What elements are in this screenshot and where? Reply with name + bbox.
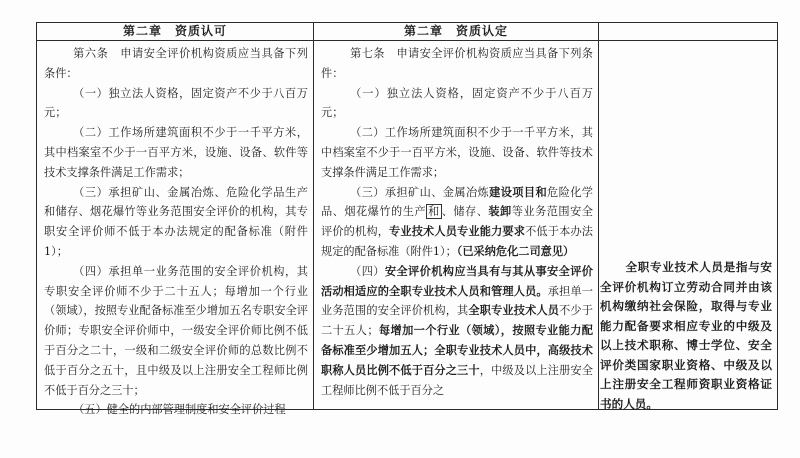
text-run: ，中级及以上注册安全工程师比例不低于百分之 xyxy=(321,363,593,397)
text-run: 不少于二十五人； xyxy=(321,304,593,338)
left-paragraph: （二）工作场所建筑面积不少于一千平方米，其中档案室不少于一百平方米，设施、设备、软件等技术支撑条件满足工作需求； xyxy=(44,126,308,179)
left-paragraph: （一）独立法人资格，固定资产不少于八百万元； xyxy=(44,86,308,120)
header-right xyxy=(599,23,778,41)
text-run: 不低于本办法规定的配备标准（附件1）； xyxy=(321,225,593,258)
middle-paragraph xyxy=(321,183,593,262)
left-column xyxy=(37,41,314,417)
note-text: 全职专业技术人员是指与安全评价机构订立劳动合同并由该机构缴纳社会保险，取得与专业能力配备要求相应专业的中级及以上技术职称、博士学位、安全评价类国家职业资格、中级及以上注册安全工程师资职业资格证书的人员。 xyxy=(600,260,772,411)
middle-paragraph: （一）独立法人资格，固定资产不少于八百万元； xyxy=(321,86,593,120)
left-paragraph: （三）承担矿山、金属冶炼、危险化学品生产和储存、烟花爆竹等业务范围安全评价的机构，其专职安全评价师不低于本办法规定的配备标准（附件1）； xyxy=(44,185,308,258)
text-run: 等业务范围安全评价的机构， xyxy=(321,205,593,239)
definition-note xyxy=(600,258,772,414)
text-run: 承担单一业务范围的安全评价机构，其 xyxy=(321,284,593,318)
revised-text: （已采纳危化二司意见） xyxy=(456,243,575,258)
revised-text: 全职专业技术人员 xyxy=(468,303,560,318)
middle-paragraph: （二）工作场所建筑面积不少于一千平方米，其中档案室不少于一百平方米，设施、设备、软件等技术支撑条件满足工作需求； xyxy=(321,126,593,179)
text-run: 、储存、 xyxy=(441,205,489,219)
header-row xyxy=(37,23,778,41)
text-run: 危险化学品、烟花爆竹的生产 xyxy=(321,185,593,219)
boxed-character: 和 xyxy=(428,205,440,219)
middle-column xyxy=(314,41,599,410)
middle-paragraph xyxy=(321,262,593,401)
revised-text: 安全评价机构应当具有与其从事安全评价活动相适应的全职专业技术人员和管理人员。 xyxy=(321,263,593,298)
header-middle: 第二章 资质认定 xyxy=(314,23,599,41)
revised-text: 装卸 xyxy=(488,204,512,219)
middle-paragraph: 第七条 申请安全评价机构资质应当具备下列条件： xyxy=(321,47,593,80)
revised-text: 建设项目和 xyxy=(489,184,548,199)
left-paragraph: （五）健全的内部管理制度和安全评价过程 xyxy=(73,403,286,417)
revised-text: 每增加一个行业（领域），按照专业能力配备标准至少增加五人；全职专业技术人员中，高级技术职称人员比例不低于百分之三十 xyxy=(321,323,593,377)
text-run: （四） xyxy=(350,264,385,278)
left-paragraph: （四）承担单一业务范围的安全评价机构，其专职安全评价师不少于二十五人；每增加一个行业（领域），按照专业配备标准至少增加五名专职安全评价师；专职安全评价师中，一级安全评价师比例不低于百分之二十，一级和二级安全评价师的总数比例不低于百分之五十，且中级及以上注册安全工程师比例不低于百分之三十； xyxy=(44,264,308,397)
left-paragraph: 第六条 申请安全评价机构资质应当具备下列条件： xyxy=(44,47,308,80)
revised-text: 专业技术人员专业能力要求 xyxy=(389,224,526,239)
text-run: （三）承担矿山、金属冶炼 xyxy=(350,185,490,199)
header-left: 第二章 资质认可 xyxy=(37,23,314,41)
